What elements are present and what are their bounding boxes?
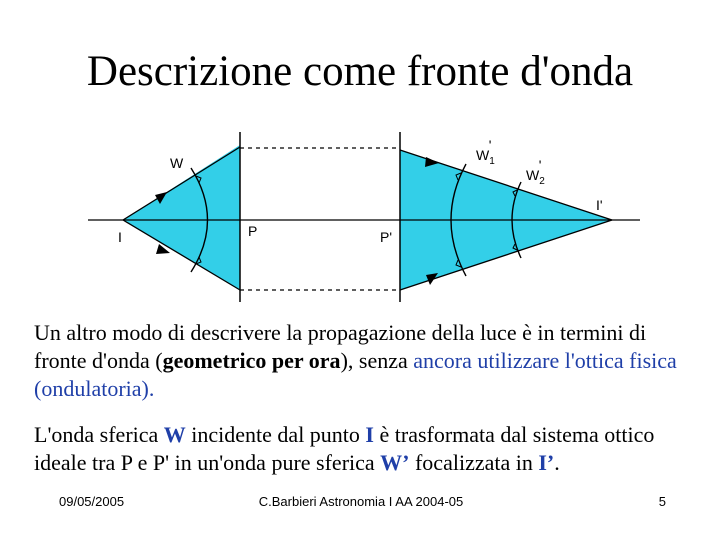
label-I: I bbox=[118, 229, 122, 245]
label-W: W bbox=[170, 155, 184, 171]
label-W2-prime: $W_2'$ bbox=[526, 157, 545, 187]
paragraph-description bbox=[34, 319, 694, 403]
paragraph2-text-2: incidente dal punto bbox=[185, 422, 366, 447]
slide-title: Descrizione come fronte d'onda bbox=[86, 48, 634, 95]
arrow-right-lower bbox=[426, 273, 438, 285]
paragraph2-I: I bbox=[365, 422, 374, 447]
paragraph1-text-2: ), senza bbox=[340, 348, 414, 373]
label-P-prime: P' bbox=[380, 229, 393, 245]
paragraph-wave-explanation bbox=[34, 421, 694, 477]
paragraph1-text: Un altro modo di descrivere la propagazione della luce è in termini di fronte d'onda ( bbox=[34, 320, 647, 373]
paragraph2-text: L'onda sferica bbox=[34, 422, 164, 447]
label-I-prime: I' bbox=[596, 197, 603, 213]
footer-page-number: 5 bbox=[658, 494, 666, 509]
paragraph2-I-prime: I’ bbox=[538, 450, 555, 475]
label-W1-prime: $W_1'$ bbox=[476, 137, 495, 167]
footer-author: C.Barbieri Astronomia I AA 2004-05 bbox=[258, 494, 464, 509]
footer-date: 09/05/2005 bbox=[59, 494, 125, 509]
paragraph2-text-4: focalizzata in bbox=[409, 450, 539, 475]
label-P: P bbox=[248, 223, 258, 239]
paragraph2-text-5: . bbox=[554, 450, 560, 475]
paragraph2-text-3: è trasformata dal sistema ottico ideale tra P e P' in un'onda pure sferica bbox=[34, 422, 655, 475]
paragraph2-W-prime: W’ bbox=[380, 450, 410, 475]
paragraph1-blue: ancora utilizzare l'ottica fisica (ondulatoria). bbox=[34, 348, 677, 401]
paragraph1-bold: geometrico per ora bbox=[162, 348, 341, 373]
paragraph2-W: W bbox=[163, 422, 186, 447]
